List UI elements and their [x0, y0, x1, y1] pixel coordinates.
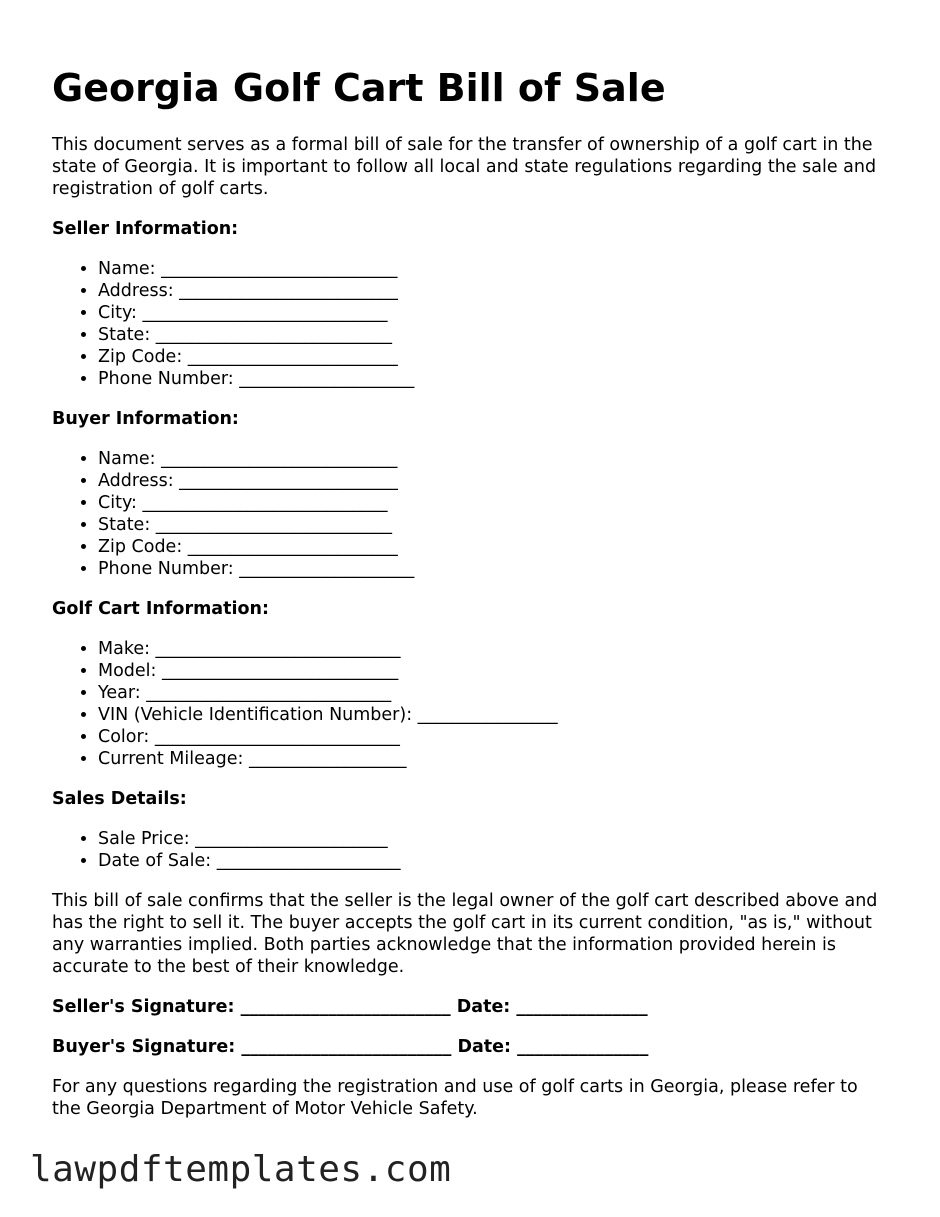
cart-vin-field: • VIN (Vehicle Identification Number): ________________ — [98, 704, 888, 726]
buyer-address-field: • Address: _________________________ — [98, 470, 888, 492]
seller-city-field: • City: ____________________________ — [98, 302, 888, 324]
cart-heading: Golf Cart Information: — [52, 599, 269, 619]
buyer-name-field: • Name: ___________________________ — [98, 448, 888, 470]
cart-color-field: • Color: ____________________________ — [98, 726, 888, 748]
buyer-signature-line: Buyer's Signature: ________________________ Date: _______________ — [52, 1037, 649, 1057]
seller-zip-field: • Zip Code: ________________________ — [98, 346, 888, 368]
buyer-zip-field: • Zip Code: ________________________ — [98, 536, 888, 558]
cart-fields-list — [52, 638, 888, 770]
confirmation-paragraph: This bill of sale confirms that the seller is the legal owner of the golf cart described above and has the right to sell it. The buyer accepts the golf cart in its current condition, "as is," without any warranties implied. Both parties acknowledge that the information provided herein is accurate to the best of their knowledge. — [52, 891, 878, 977]
cart-model-field: • Model: ___________________________ — [98, 660, 888, 682]
buyer-phone-field: • Phone Number: ____________________ — [98, 558, 888, 580]
sales-fields-list — [52, 828, 888, 872]
cart-make-field: • Make: ____________________________ — [98, 638, 888, 660]
buyer-city-field: • City: ____________________________ — [98, 492, 888, 514]
cart-year-field: • Year: ____________________________ — [98, 682, 888, 704]
seller-state-field: • State: ___________________________ — [98, 324, 888, 346]
page-title: Georgia Golf Cart Bill of Sale — [52, 66, 666, 110]
document-page — [52, 62, 888, 1138]
seller-signature-line: Seller's Signature: ________________________ Date: _______________ — [52, 997, 648, 1017]
seller-name-field: • Name: ___________________________ — [98, 258, 888, 280]
buyer-fields-list — [52, 448, 888, 580]
seller-address-field: • Address: _________________________ — [98, 280, 888, 302]
watermark-text: lawpdftemplates.com — [30, 1149, 452, 1190]
seller-fields-list — [52, 258, 888, 390]
sale-date-field: • Date of Sale: _____________________ — [98, 850, 888, 872]
seller-heading: Seller Information: — [52, 219, 239, 239]
cart-mileage-field: • Current Mileage: __________________ — [98, 748, 888, 770]
seller-phone-field: • Phone Number: ____________________ — [98, 368, 888, 390]
buyer-heading: Buyer Information: — [52, 409, 239, 429]
buyer-state-field: • State: ___________________________ — [98, 514, 888, 536]
sale-price-field: • Sale Price: ______________________ — [98, 828, 888, 850]
footer-note: For any questions regarding the registration and use of golf carts in Georgia, please refer to the Georgia Department of Motor Vehicle Safety. — [52, 1077, 858, 1119]
intro-paragraph: This document serves as a formal bill of sale for the transfer of ownership of a golf cart in the state of Georgia. It is important to follow all local and state regulations regarding the sale and registration of golf carts. — [52, 135, 877, 199]
sales-heading: Sales Details: — [52, 789, 187, 809]
